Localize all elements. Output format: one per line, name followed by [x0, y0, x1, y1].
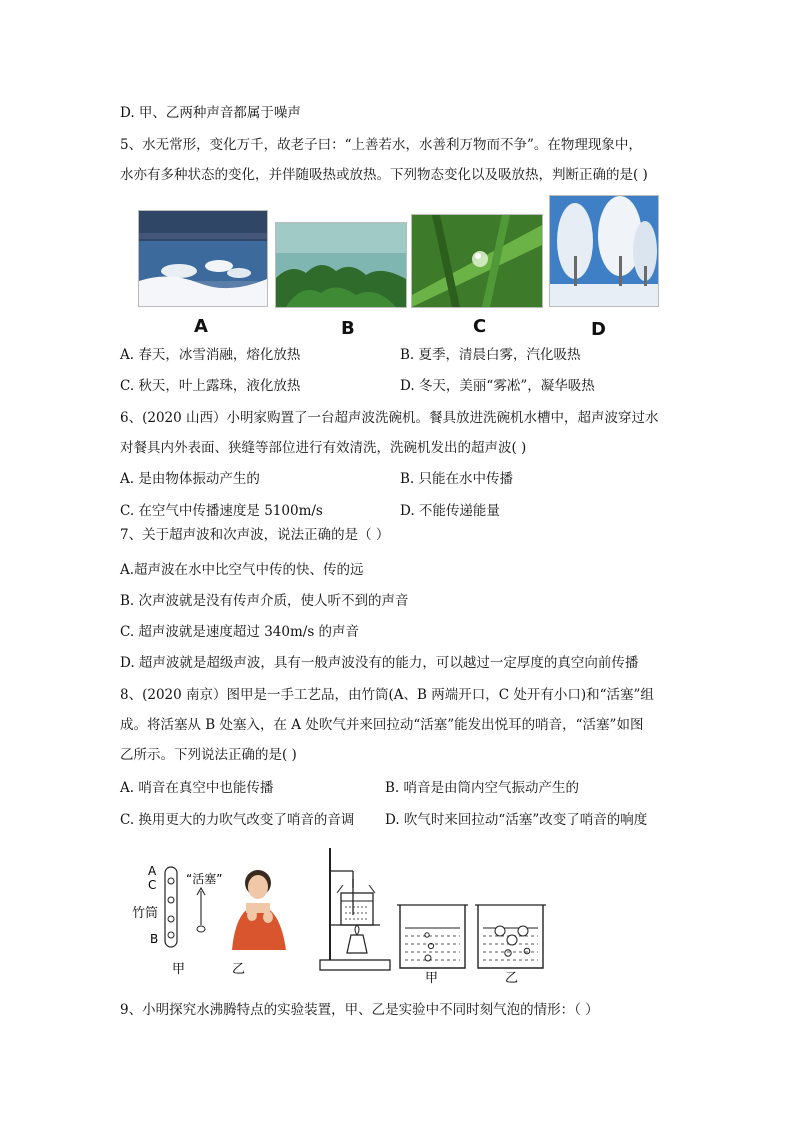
q6-stem-line2: 对餐具内外表面、狭缝等部位进行有效清洗，洗碗机发出的超声波( ) [120, 440, 527, 456]
q5-option-a: A. 春天，冰雪消融，熔化放热 [120, 347, 301, 363]
q6-stem-line1: 6、(2020 山西）小明家购置了一台超声波洗碗机。餐具放进洗碗机水槽中，超声波穿过水 [120, 410, 659, 426]
q5-option-b: B. 夏季，清晨白雾，汽化吸热 [400, 347, 581, 363]
q8-option-c: C. 换用更大的力吹气改变了哨音的音调 [120, 812, 355, 828]
q5-image-label-d: D [591, 319, 606, 340]
q5-option-d: D. 冬天，美丽“雾凇”，凝华吸热 [400, 378, 595, 394]
q9-figure-boiling-apparatus [315, 843, 555, 986]
q7-stem: 7、关于超声波和次声波，说法正确的是（ ） [120, 527, 390, 543]
q8-option-b: B. 哨音是由筒内空气振动产生的 [385, 780, 580, 796]
q5-stem-line1: 5、水无常形，变化万千，故老子曰：“上善若水，水善利万物而不争”。在物理现象中， [120, 137, 642, 153]
q8-option-a: A. 哨音在真空中也能传播 [120, 780, 274, 796]
q8-figure-bamboo-tube [128, 855, 298, 980]
q8-stem-line1: 8、(2020 南京）图甲是一手工艺品，由竹筒(A、B 两端开口，C 处开有小口)和“活塞”组 [120, 687, 654, 703]
label-plug: “活塞” [186, 872, 223, 886]
q6-option-a: A. 是由物体振动产生的 [120, 471, 260, 487]
label-b: B [150, 932, 159, 946]
q5-image-label-b: B [341, 318, 355, 339]
q5-image-label-a: A [194, 316, 208, 337]
q5-image-c-dew-leaf [411, 214, 543, 308]
q5-image-a-melting-snow [138, 210, 268, 307]
label-yi: 乙 [232, 962, 246, 977]
q5-image-b-morning-fog [275, 222, 407, 308]
q7-option-c: C. 超声波就是速度超过 340m/s 的声音 [120, 624, 360, 640]
q5-image-label-c: C [473, 316, 487, 337]
label-c: C [148, 878, 157, 892]
q6-option-b: B. 只能在水中传播 [400, 471, 514, 487]
q6-option-c: C. 在空气中传播速度是 5100m/s [120, 503, 323, 519]
q4-option-d: D. 甲、乙两种声音都属于噪声 [120, 105, 301, 121]
q5-stem-line2: 水亦有多种状态的变化，并伴随吸热或放热。下列物态变化以及吸放热，判断正确的是( ) [120, 167, 648, 183]
q8-option-d: D. 吹气时来回拉动“活塞”改变了哨音的响度 [385, 812, 648, 828]
label-a: A [148, 864, 157, 878]
q6-option-d: D. 不能传递能量 [400, 503, 500, 519]
q5-option-c: C. 秋天，叶上露珠，液化放热 [120, 378, 301, 394]
label-beaker-jia: 甲 [425, 971, 439, 986]
q7-option-a: A.超声波在水中比空气中传的快、传的远 [120, 562, 364, 578]
q5-image-d-rime-trees [549, 195, 659, 307]
q7-option-b: B. 次声波就是没有传声介质，使人听不到的声音 [120, 593, 409, 609]
label-beaker-yi: 乙 [505, 971, 519, 986]
q8-stem-line3: 乙所示。下列说法正确的是( ) [120, 747, 297, 763]
q8-stem-line2: 成。将活塞从 B 处塞入，在 A 处吹气并来回拉动“活塞”能发出悦耳的哨音，“活塞”如图 [120, 717, 644, 733]
label-tube: 竹筒 [132, 906, 159, 921]
q7-option-d: D. 超声波就是超级声波，具有一般声波没有的能力，可以越过一定厚度的真空向前传播 [120, 655, 639, 671]
q9-stem: 9、小明探究水沸腾特点的实验装置，甲、乙是实验中不同时刻气泡的情形：（ ） [120, 1002, 599, 1018]
label-jia: 甲 [172, 962, 186, 977]
